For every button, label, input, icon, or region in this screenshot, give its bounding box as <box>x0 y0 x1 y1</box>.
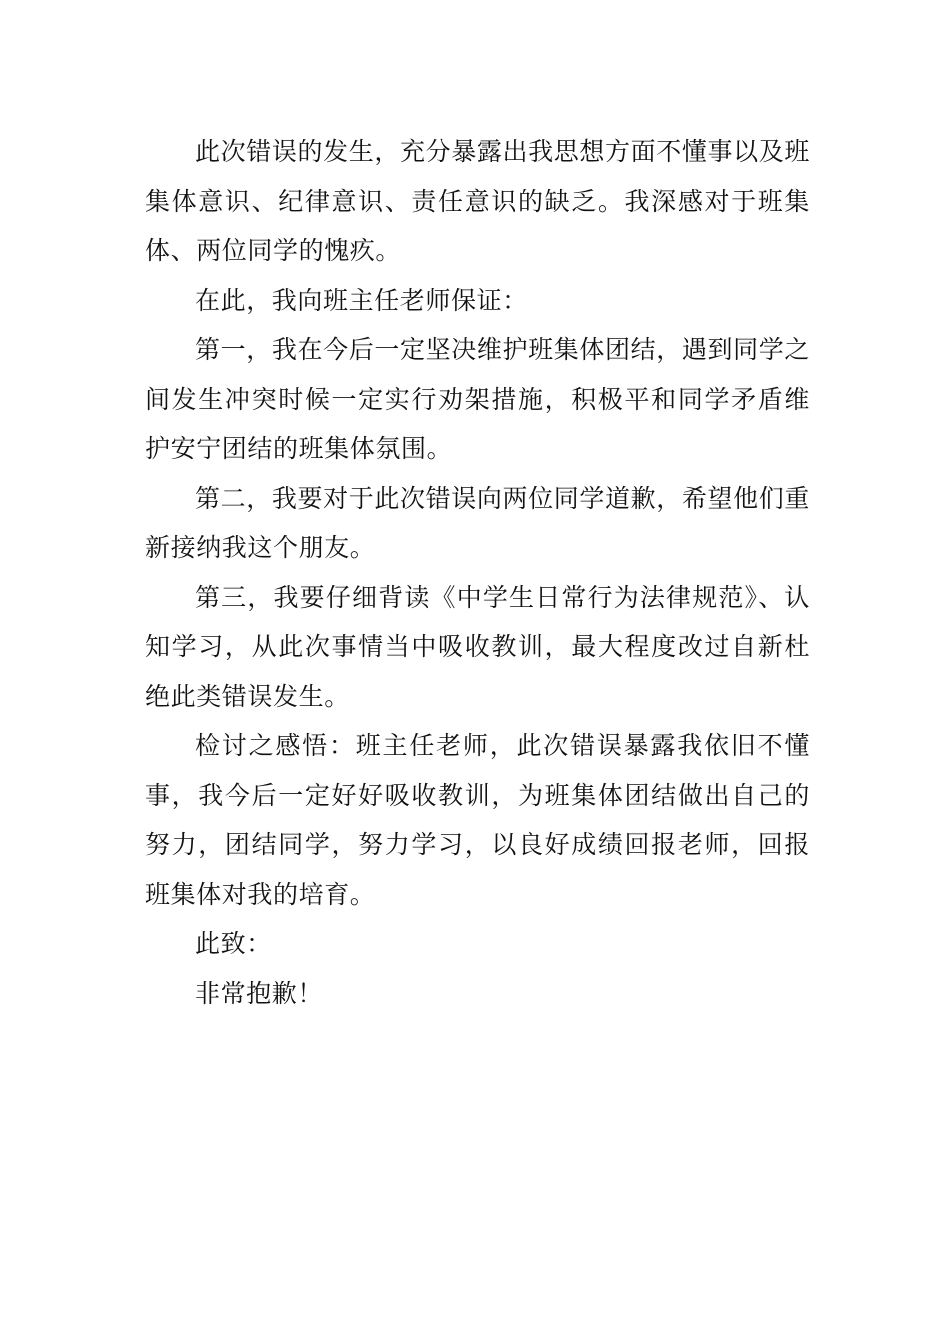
paragraph-self-reflection: 此次错误的发生，充分暴露出我思想方面不懂事以及班集体意识、纪律意识、责任意识的缺乏。我深感对于班集体、两位同学的愧疚。 <box>145 137 810 265</box>
paragraph-apology: 非常抱歉！ <box>195 978 324 1008</box>
paragraph-reflection: 检讨之感悟：班主任老师，此次错误暴露我依旧不懂事，我今后一定好好吸收教训，为班集体团结做出自己的努力，团结同学，努力学习，以良好成绩回报老师，回报班集体对我的培育。 <box>145 731 810 909</box>
paragraph-pledge-intro: 在此，我向班主任老师保证： <box>195 285 528 315</box>
paragraph-pledge-second: 第二，我要对于此次错误向两位同学道歉，希望他们重新接纳我这个朋友。 <box>145 483 810 562</box>
paragraph-pledge-first: 第一，我在今后一定坚决维护班集体团结，遇到同学之间发生冲突时候一定实行劝架措施，积极平和同学矛盾维护安宁团结的班集体氛围。 <box>145 335 810 463</box>
paragraph-pledge-third: 第三，我要仔细背读《中学生日常行为法律规范》、认知学习，从此次事情当中吸收教训，最大程度改过自新杜绝此类错误发生。 <box>145 582 810 711</box>
paragraph-closing: 此致： <box>195 929 272 958</box>
